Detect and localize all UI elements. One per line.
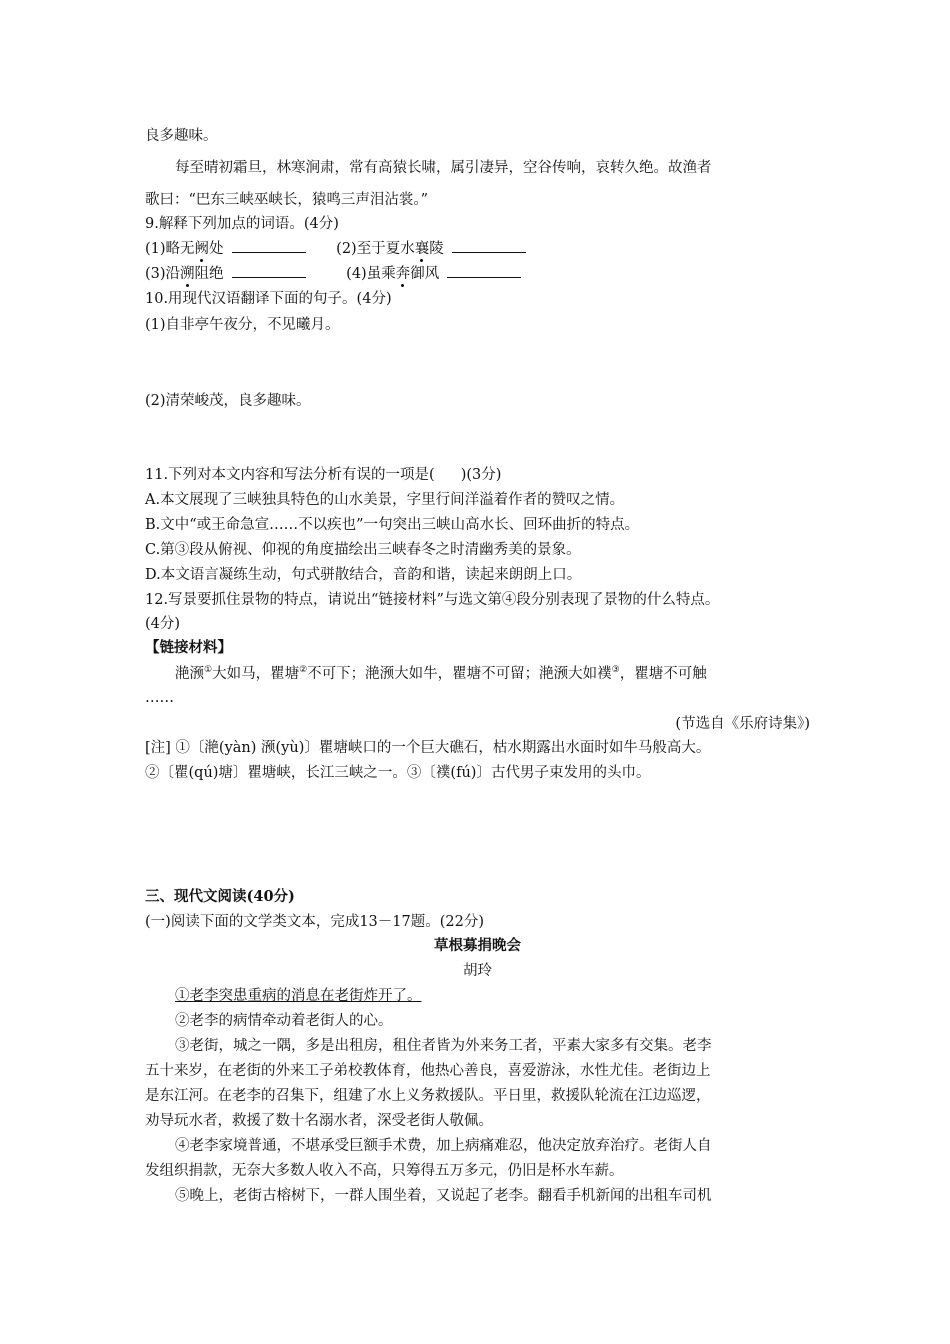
material-text: 滟滪 xyxy=(175,666,204,682)
dotted-char: 阙 xyxy=(194,241,210,257)
option-b: B.文中“或王命急宣……不以疾也”一句突出三峡山高水长、回环曲折的特点。 xyxy=(145,517,640,533)
question-9-row-1 xyxy=(145,239,526,259)
link-material-heading: 【链接材料】 xyxy=(145,639,232,656)
item-text: 处 xyxy=(209,241,224,257)
material-text: ，瞿塘不可触 xyxy=(619,666,707,682)
item-text: 陵 xyxy=(429,241,444,257)
material-ellipsis: …… xyxy=(145,690,174,706)
section-heading: 三、现代文阅读(40分) xyxy=(145,888,295,905)
option-c: C.第③段从俯视、仰视的角度描绘出三峡春冬之时清幽秀美的景象。 xyxy=(145,542,581,558)
article-paragraph-4-line: 发组织捐款，无奈大多数人收入不高，只筹得五万多元，仍旧是杯水车薪。 xyxy=(145,1163,624,1179)
article-paragraph-1 xyxy=(175,986,422,1006)
article-paragraph-5: ⑤晚上，老街古榕树下，一群人围坐着，又说起了老李。翻看手机新闻的出租车司机 xyxy=(175,1188,712,1204)
question-10-sentence-2: (2)清荣峻茂，良多趣味。 xyxy=(145,393,311,409)
footnote-mark: ③ xyxy=(611,665,620,676)
answer-blank[interactable] xyxy=(452,240,526,253)
link-material-text xyxy=(175,664,707,684)
question-10-sentence-1: (1)自非亭午夜分，不见曦月。 xyxy=(145,317,340,333)
material-note-1: [注] ①〔滟(yàn) 滪(yù)〕瞿塘峡口的一个巨大礁石，枯水期露出水面时如牛马般高大。 xyxy=(145,740,711,756)
item-text: (3)沿 xyxy=(145,266,181,282)
item-text: 御风 xyxy=(410,266,440,282)
article-paragraph-2: ②老李的病情牵动着老街人的心。 xyxy=(175,1013,393,1029)
question-12-title: 12.写景要抓住景物的特点，请说出“链接材料”与选文第④段分别表现了景物的什么特点。 xyxy=(145,592,720,608)
paragraph-line: 每至晴初霜旦，林寒涧肃，常有高猿长啸，属引凄异，空谷传响，哀转久绝。故渔者 xyxy=(175,160,712,176)
item-text: 阻绝 xyxy=(194,266,224,282)
material-text: 大如马，瞿塘 xyxy=(212,666,300,682)
item-text: (1)略无 xyxy=(145,241,195,257)
section-intro: (一)阅读下面的文学类文本，完成13－17题。(22分) xyxy=(145,914,484,930)
article-paragraph-3-line: 劝导玩水者，救援了数十名溺水者，深受老街人敬佩。 xyxy=(145,1113,493,1129)
article-title: 草根募捐晚会 xyxy=(434,937,521,954)
article-paragraph-3-line: 五十来岁，在老街的外来工子弟校教体育，他热心善良，喜爱游泳，水性尤佳。老街边上 xyxy=(145,1063,711,1079)
dotted-char: 奔 xyxy=(395,266,411,282)
text-line: 良多趣味。 xyxy=(145,128,218,144)
question-9-title: 9.解释下列加点的词语。(4分) xyxy=(145,216,339,232)
option-a: A.本文展现了三峡独具特色的山水美景，字里行间洋溢着作者的赞叹之情。 xyxy=(145,492,625,508)
material-note-2: ②〔瞿(qú)塘〕瞿塘峡，长江三峡之一。③〔襆(fú)〕古代男子束发用的头巾。 xyxy=(145,765,651,781)
material-source: (节选自《乐府诗集》) xyxy=(675,716,810,732)
article-paragraph-3: ③老街，城之一隅，多是出租房，租住者皆为外来务工者，平素大家多有交集。老李 xyxy=(175,1038,712,1054)
answer-blank[interactable] xyxy=(232,240,306,253)
paragraph-text: ①老李突患重病的消息在老街炸开了。 xyxy=(175,988,422,1004)
question-9-row-2 xyxy=(145,264,521,284)
article-author: 胡玲 xyxy=(463,963,492,979)
question-11-title xyxy=(145,465,501,485)
question-12-score: (4分) xyxy=(145,616,181,632)
question-text: )(3分) xyxy=(460,467,502,483)
footnote-mark: ① xyxy=(204,665,213,676)
article-paragraph-4: ④老李家境普通，不堪承受巨额手术费，加上病痛难忍，他决定放弃治疗。老街人自 xyxy=(175,1138,712,1154)
item-text: (2)至于夏水 xyxy=(336,241,415,257)
answer-blank[interactable] xyxy=(232,265,306,278)
article-paragraph-3-line: 是东江河。在老李的召集下，组建了水上义务救援队。平日里，救援队轮流在江边巡逻， xyxy=(145,1088,711,1104)
dotted-char: 溯 xyxy=(180,266,195,282)
question-text: 11.下列对本文内容和写法分析有误的一项是( xyxy=(145,467,435,483)
question-10-title: 10.用现代汉语翻译下面的句子。(4分) xyxy=(145,291,392,307)
material-text: 不可下；滟滪大如牛，瞿塘不可留；滟滪大如襆 xyxy=(307,666,612,682)
footnote-mark: ② xyxy=(299,665,308,676)
option-d: D.本文语言凝练生动，句式骈散结合，音韵和谐，读起来朗朗上口。 xyxy=(145,567,582,583)
paragraph-line: 歌曰：“巴东三峡巫峡长，猿鸣三声泪沾裳。” xyxy=(145,192,429,208)
answer-blank[interactable] xyxy=(447,265,521,278)
item-text: (4)虽乘 xyxy=(346,266,396,282)
dotted-char: 襄 xyxy=(414,241,430,257)
